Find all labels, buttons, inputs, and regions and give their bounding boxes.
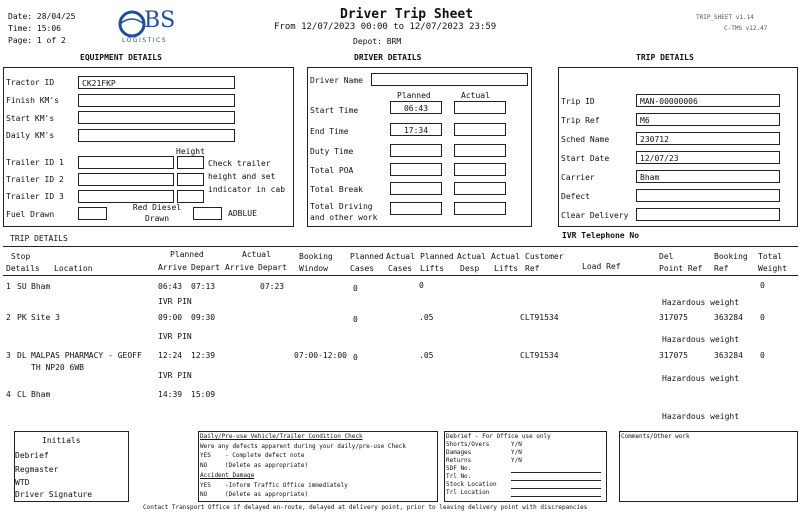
clear-delivery-label: Clear Delivery: [561, 211, 629, 220]
ivr-telephone: IVR Telephone No: [562, 231, 640, 240]
finish-km-label: Finish KM's: [6, 96, 59, 105]
print-date: Date: 28/04/25: [8, 12, 76, 21]
row-booking-ref: 363284: [714, 313, 743, 322]
check-no-option[interactable]: NO: [200, 462, 208, 469]
total-driving-actual[interactable]: [454, 202, 506, 215]
accident-no-option[interactable]: NO: [200, 491, 208, 498]
check-no-text: (Delete as appropriate): [225, 462, 309, 469]
total-break-planned[interactable]: [390, 182, 442, 195]
row-hazardous: Hazardous weight: [662, 335, 740, 344]
trailer-2-label: Trailer ID 2: [6, 175, 64, 184]
row-stop: 3: [6, 351, 11, 360]
end-time-planned[interactable]: 17:34: [390, 123, 442, 136]
row-address-line-2: TH NP20 6WB: [31, 363, 84, 372]
col-actual: Actual: [242, 250, 271, 259]
debrief-sdf-label: SDF No.: [446, 465, 472, 472]
carrier-label: Carrier: [561, 173, 595, 182]
finish-km-field[interactable]: [78, 94, 235, 107]
debrief-sdf-line[interactable]: [511, 472, 601, 473]
initials-regmaster: Regmaster: [15, 465, 59, 474]
height-label: Height: [176, 147, 205, 156]
initials-title: Initials: [42, 436, 81, 445]
row-weight: 0: [760, 351, 765, 360]
trailer-1-height[interactable]: [177, 156, 204, 169]
company-logo: [118, 10, 188, 46]
debrief-trl-location-label: Trl Location: [446, 489, 490, 496]
total-driving-planned[interactable]: [390, 202, 442, 215]
start-time-label: Start Time: [310, 106, 359, 115]
report-code: TRIP_SHEET v1.14: [696, 14, 754, 21]
row-arrive: 14:39: [158, 390, 183, 399]
row-customer-ref: CLT91534: [520, 351, 559, 360]
defect-field[interactable]: [636, 189, 780, 202]
row-booking-ref: 363284: [714, 351, 743, 360]
row-cases: 0: [353, 284, 358, 293]
trip-panel: [558, 67, 798, 227]
col-load-ref: Load Ref: [582, 262, 621, 271]
row-actual-depart: 07:23: [260, 282, 285, 291]
tractor-id-label: Tractor ID: [6, 78, 55, 87]
row-lifts: .05: [419, 351, 434, 360]
trailer-1-label: Trailer ID 1: [6, 158, 64, 167]
debrief-stock-line[interactable]: [511, 488, 601, 489]
check-yes-text: - Complete defect note: [225, 452, 305, 459]
driver-name-field[interactable]: [371, 73, 528, 86]
logo-subtext: LOGISTICS: [122, 37, 168, 44]
page-title: Driver Trip Sheet: [340, 7, 474, 22]
accident-title: Accident Damage: [200, 472, 255, 479]
start-km-field[interactable]: [78, 111, 235, 124]
page-number: Page: 1 of 2: [8, 36, 66, 45]
row-arrive: 06:43: [158, 282, 183, 291]
row-depart: 15:09: [191, 390, 216, 399]
col-lifts: Lifts: [420, 264, 445, 273]
logo-text: BS: [144, 8, 176, 33]
total-poa-label: Total POA: [310, 166, 354, 175]
row-location: Bham: [31, 390, 51, 399]
total-poa-planned[interactable]: [390, 163, 442, 176]
planned-col-header: Planned: [397, 91, 431, 100]
start-time-planned[interactable]: 06:43: [390, 101, 442, 114]
col-arrive: Arrive: [158, 263, 187, 272]
tractor-id-field[interactable]: CK21FKP: [78, 76, 235, 89]
comments-box[interactable]: [619, 431, 798, 502]
start-date-label: Start Date: [561, 154, 610, 163]
debrief-stock-label: Stock Location: [446, 481, 497, 488]
row-hazardous: Hazardous weight: [662, 374, 740, 383]
row-ivr-pin: IVR PIN: [158, 297, 192, 306]
initials-driver-signature: Driver Signature: [15, 490, 93, 499]
debrief-damages-label: Damages: [446, 449, 472, 456]
contact-note: Contact Transport Office if delayed en-route, delayed at delivery point, prior to leaving delivery point with discrepancies: [143, 504, 588, 511]
row-location: MALPAS PHARMACY - GEOFF: [31, 351, 142, 360]
debrief-box: [444, 431, 607, 502]
table-top-rule: [3, 246, 798, 247]
trailer-3-label: Trailer ID 3: [6, 192, 64, 201]
col-planned-cases: Planned: [350, 252, 384, 261]
col-total: Total: [758, 252, 783, 261]
fuel-drawn-field[interactable]: [78, 207, 107, 220]
row-stop: 2: [6, 313, 11, 322]
row-arrive: 09:00: [158, 313, 183, 322]
defect-label: Defect: [561, 192, 590, 201]
trip-heading: TRIP DETAILS: [636, 53, 694, 62]
row-del-point: 317075: [659, 313, 688, 322]
trip-id-field[interactable]: MAN-00000006: [636, 94, 780, 107]
duty-time-label: Duty Time: [310, 147, 354, 156]
table-header-rule: [3, 275, 798, 276]
row-cases: 0: [353, 315, 358, 324]
col-actual-depart: Depart: [258, 263, 287, 272]
col-weight: Weight: [758, 264, 787, 273]
initials-wtd: WTD: [15, 478, 30, 487]
initials-box: [14, 431, 129, 502]
row-location: Bham: [31, 282, 51, 291]
debrief-title: Debrief - For Office use only: [446, 433, 551, 440]
col-details: Details: [6, 264, 40, 273]
print-time: Time: 15:06: [8, 24, 61, 33]
col-booking: Booking: [299, 252, 333, 261]
red-diesel-field[interactable]: [193, 207, 222, 220]
initials-debrief: Debrief: [15, 451, 49, 460]
accident-yes-text: -Inform Traffic Office immediately: [225, 482, 348, 489]
end-time-actual[interactable]: [454, 123, 506, 136]
row-arrive: 12:24: [158, 351, 183, 360]
col-del: Del: [659, 252, 674, 261]
col-location: Location: [54, 264, 93, 273]
sched-name-label: Sched Name: [561, 135, 610, 144]
condition-check-title: Daily/Pre-use Vehicle/Trailer Condition Check: [200, 433, 363, 440]
row-stop: 4: [6, 390, 11, 399]
equipment-heading: EQUIPMENT DETAILS: [80, 53, 162, 62]
row-del-point: 317075: [659, 351, 688, 360]
row-weight: 0: [760, 313, 765, 322]
debrief-shorts-label: Shorts/Overs: [446, 441, 490, 448]
report-version: C-TMS v12.47: [724, 25, 768, 32]
clear-delivery-field[interactable]: [636, 208, 780, 221]
trip-details-heading: TRIP DETAILS: [10, 234, 68, 243]
actual-col-header: Actual: [461, 91, 490, 100]
depot: Depot: BRM: [353, 37, 402, 46]
trailer-1-field[interactable]: [78, 156, 174, 169]
accident-yes-option[interactable]: YES: [200, 482, 211, 489]
col-desp: Desp: [460, 264, 480, 273]
row-window: 07:00-12:00: [294, 351, 347, 360]
start-time-actual[interactable]: [454, 101, 506, 114]
driver-name-label: Driver Name: [310, 76, 363, 85]
col-cases: Cases: [350, 264, 375, 273]
col-booking-ref-2: Ref: [714, 264, 729, 273]
trip-ref-label: Trip Ref: [561, 116, 600, 125]
end-time-label: End Time: [310, 127, 349, 136]
row-lifts: .05: [419, 313, 434, 322]
row-stop: 1: [6, 282, 11, 291]
trailer-check-note: Check trailer height and set indicator in cab: [208, 159, 286, 194]
debrief-returns-label: Returns: [446, 457, 472, 464]
trailer-2-field[interactable]: [78, 173, 174, 186]
condition-check-box: [198, 431, 438, 502]
total-break-actual[interactable]: [454, 182, 506, 195]
total-break-label: Total Break: [310, 185, 363, 194]
row-lifts: 0: [419, 281, 424, 290]
row-ivr-pin: IVR PIN: [158, 332, 192, 341]
duty-time-planned[interactable]: [390, 144, 442, 157]
fuel-drawn-label: Fuel Drawn: [6, 210, 55, 219]
col-actual-lifts: Actual: [491, 252, 520, 261]
date-range: From 12/07/2023 00:00 to 12/07/2023 23:59: [274, 22, 497, 32]
debrief-trl-line[interactable]: [511, 480, 601, 481]
row-weight: 0: [760, 281, 765, 290]
row-customer-ref: CLT91534: [520, 313, 559, 322]
debrief-shorts-yn[interactable]: Y/N: [511, 441, 522, 448]
row-details: DL: [17, 351, 27, 360]
col-depart: Depart: [191, 263, 220, 272]
col-planned-lifts: Planned: [420, 252, 454, 261]
row-hazardous: Hazardous weight: [662, 298, 740, 307]
check-yes-option[interactable]: YES: [200, 452, 211, 459]
col-window: Window: [299, 264, 328, 273]
total-driving-label: Total Driving and other work: [310, 202, 378, 222]
row-hazardous: Hazardous weight: [662, 412, 740, 421]
driver-heading: DRIVER DETAILS: [354, 53, 422, 62]
comments-title: Comments/Other work: [621, 433, 690, 440]
row-cases: 0: [353, 353, 358, 362]
col-booking-ref: Booking: [714, 252, 748, 261]
adblue-label: ADBLUE: [228, 209, 257, 218]
col-stop: Stop: [11, 252, 31, 261]
start-km-label: Start KM's: [6, 114, 55, 123]
col-actual-cases: Actual: [386, 252, 415, 261]
row-depart: 07:13: [191, 282, 216, 291]
debrief-returns-yn[interactable]: Y/N: [511, 457, 522, 464]
daily-km-field[interactable]: [78, 129, 235, 142]
col-customer: Customer: [525, 252, 564, 261]
row-details: SU: [17, 282, 27, 291]
sched-name-field[interactable]: 230712: [636, 132, 780, 145]
condition-check-question: Were any defects apparent during your daily/pre-use Check: [200, 443, 406, 450]
debrief-trl-location-line[interactable]: [511, 496, 601, 497]
total-poa-actual[interactable]: [454, 163, 506, 176]
accident-no-text: (Delete as appropriate): [225, 491, 309, 498]
row-depart: 09:30: [191, 313, 216, 322]
debrief-trl-label: Trl No.: [446, 473, 472, 480]
row-details: PK: [17, 313, 27, 322]
col-actual-desp: Actual: [457, 252, 486, 261]
col-point-ref: Point Ref: [659, 264, 703, 273]
trip-ref-field[interactable]: M6: [636, 113, 780, 126]
daily-km-label: Daily KM's: [6, 131, 55, 140]
col-customer-ref: Ref: [525, 264, 540, 273]
trailer-2-height[interactable]: [177, 173, 204, 186]
start-date-field[interactable]: 12/07/23: [636, 151, 780, 164]
col-cases-2: Cases: [388, 264, 413, 273]
duty-time-actual[interactable]: [454, 144, 506, 157]
col-planned: Planned: [170, 250, 204, 259]
row-details: CL: [17, 390, 27, 399]
row-ivr-pin: IVR PIN: [158, 371, 192, 380]
trip-id-label: Trip ID: [561, 97, 595, 106]
col-lifts-2: Lifts: [494, 264, 519, 273]
red-diesel-label: Red Diesel Drawn: [132, 203, 182, 223]
row-location: Site 3: [31, 313, 60, 322]
col-actual-arrive: Arrive: [225, 263, 254, 272]
carrier-field[interactable]: Bham: [636, 170, 780, 183]
row-depart: 12:39: [191, 351, 216, 360]
debrief-damages-yn[interactable]: Y/N: [511, 449, 522, 456]
